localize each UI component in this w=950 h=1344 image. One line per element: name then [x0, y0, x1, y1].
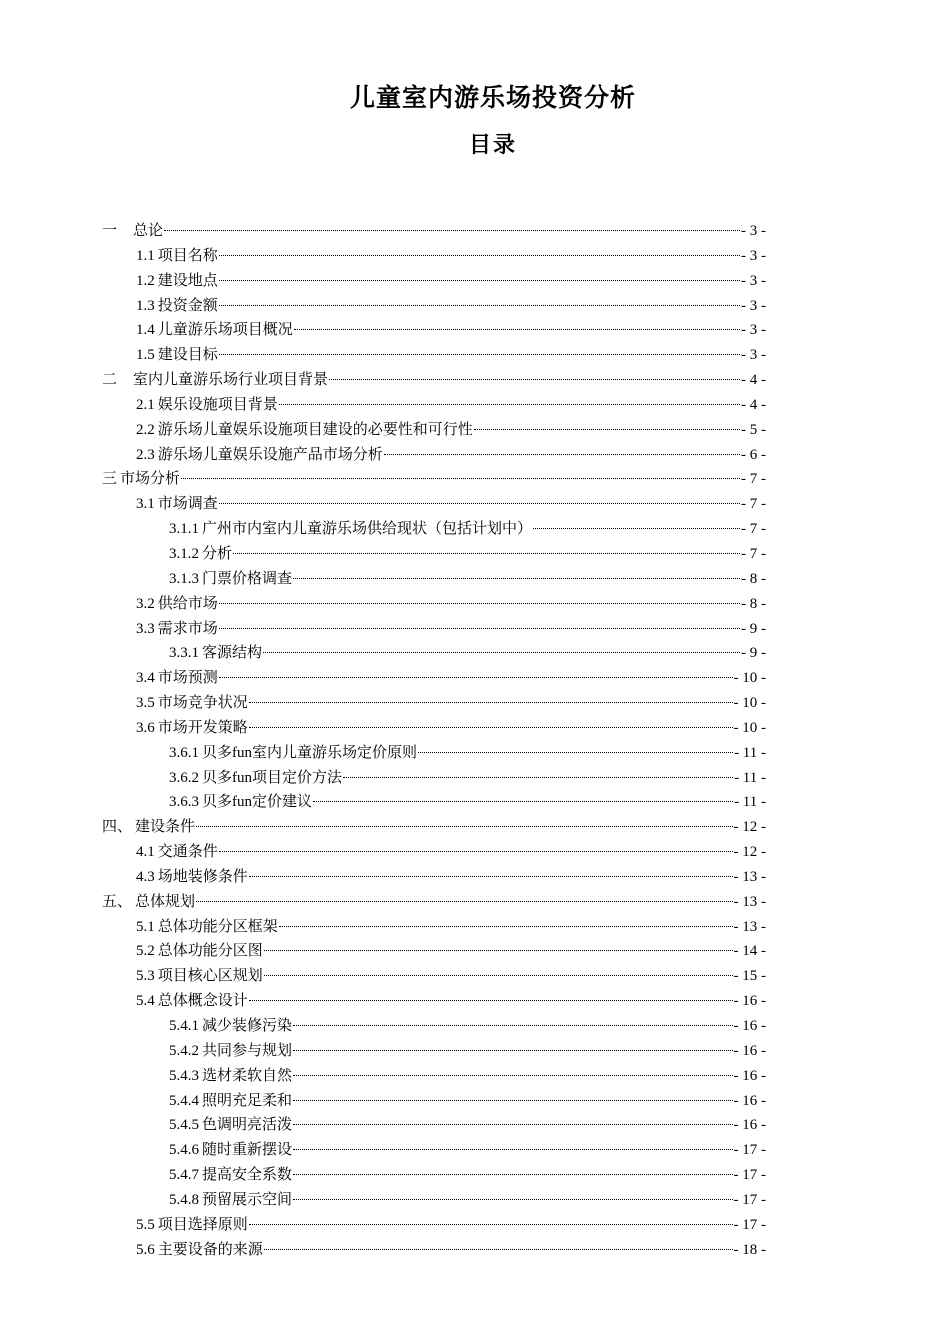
- toc-page-number: - 6 -: [741, 446, 766, 463]
- toc-entry-number: 3.1: [136, 496, 155, 513]
- toc-entry-number: 5.3: [136, 968, 155, 985]
- toc-entry-number: 1.1: [136, 247, 155, 264]
- toc-dot-leader: [418, 752, 733, 753]
- toc-entry[interactable]: [102, 443, 766, 468]
- toc-dot-leader: [233, 553, 740, 554]
- table-of-contents: [102, 219, 766, 1262]
- toc-page-number: - 4 -: [741, 372, 766, 389]
- toc-page-number: - 3 -: [741, 223, 766, 239]
- toc-entry-number: 5.2: [136, 943, 155, 960]
- toc-dot-leader: [219, 280, 740, 281]
- toc-dot-leader: [279, 926, 733, 927]
- toc-entry[interactable]: [102, 542, 766, 567]
- toc-page-number: - 10 -: [733, 719, 766, 736]
- toc-entry-number: 5.4.2: [169, 1042, 199, 1059]
- toc-entry[interactable]: [102, 219, 766, 244]
- toc-entry-label: 儿童游乐场项目概况: [157, 322, 293, 339]
- toc-page-number: - 8 -: [741, 570, 766, 587]
- toc-dot-leader: [219, 851, 733, 852]
- toc-entry-number: 5.4: [136, 993, 155, 1010]
- toc-entry-number: 3.1.2: [169, 545, 199, 562]
- toc-dot-leader: [264, 1249, 733, 1250]
- toc-entry[interactable]: [102, 1089, 766, 1114]
- toc-entry[interactable]: [102, 989, 766, 1014]
- toc-page-number: - 3 -: [741, 297, 766, 314]
- toc-entry-label: 总体功能分区框架: [157, 918, 278, 935]
- document-title: 儿童室内游乐场投资分析: [349, 85, 636, 112]
- toc-page-number: - 7 -: [741, 496, 766, 513]
- toc-entry[interactable]: [102, 318, 766, 343]
- toc-entry-label: 照明充足柔和: [202, 1092, 293, 1109]
- toc-entry[interactable]: [102, 964, 766, 989]
- toc-entry-number: 4.3: [136, 868, 155, 885]
- toc-page-number: - 17 -: [733, 1142, 766, 1159]
- toc-entry[interactable]: [102, 641, 766, 666]
- toc-page-number: - 3 -: [741, 322, 766, 339]
- toc-dot-leader: [181, 478, 740, 479]
- toc-page-number: - 17 -: [733, 1216, 766, 1233]
- toc-dot-leader: [219, 628, 740, 629]
- toc-entry-label: 客源结构: [202, 645, 263, 662]
- toc-entry[interactable]: [102, 716, 766, 741]
- toc-entry-number: 3.6: [136, 719, 155, 736]
- toc-entry-number: 二: [102, 372, 118, 389]
- toc-entry-label: 市场开发策略: [157, 719, 248, 736]
- toc-entry-number: 3.2: [136, 595, 155, 612]
- toc-page-number: - 15 -: [733, 968, 766, 985]
- toc-entry-label: 市场分析: [120, 471, 181, 488]
- toc-entry-number: 5.4.4: [169, 1092, 199, 1109]
- toc-entry-number: 三: [102, 471, 118, 488]
- toc-entry-number: 3.6.3: [169, 794, 199, 811]
- toc-dot-leader: [294, 329, 740, 330]
- toc-entry[interactable]: [102, 691, 766, 716]
- toc-page-number: - 12 -: [733, 844, 766, 861]
- toc-entry[interactable]: [102, 766, 766, 791]
- toc-page-number: - 11 -: [734, 744, 766, 761]
- toc-entry[interactable]: [102, 1064, 766, 1089]
- toc-dot-leader: [219, 603, 740, 604]
- toc-entry-label: 贝多fun室内儿童游乐场定价原则: [202, 744, 417, 761]
- toc-page-number: - 16 -: [733, 1117, 766, 1134]
- toc-dot-leader: [264, 975, 733, 976]
- toc-page-number: - 17 -: [733, 1191, 766, 1208]
- toc-page-number: - 16 -: [733, 1067, 766, 1084]
- toc-entry-number: 1.4: [136, 322, 155, 339]
- toc-dot-leader: [293, 1025, 732, 1026]
- toc-page-number: - 9 -: [741, 620, 766, 637]
- toc-entry-label: 总体概念设计: [157, 993, 248, 1010]
- toc-entry[interactable]: [102, 741, 766, 766]
- toc-entry[interactable]: [102, 939, 766, 964]
- toc-dot-leader: [384, 454, 740, 455]
- toc-entry-number: 3.1.1: [169, 521, 199, 538]
- toc-dot-leader: [264, 950, 733, 951]
- toc-entry-number: 五、: [102, 893, 133, 910]
- toc-entry[interactable]: [102, 1188, 766, 1213]
- toc-entry-label: 场地装修条件: [157, 868, 248, 885]
- toc-entry-number: 5.4.7: [169, 1167, 199, 1184]
- toc-dot-leader: [249, 876, 733, 877]
- toc-entry-label: 广州市内室内儿童游乐场供给现状（包括计划中）: [202, 521, 533, 538]
- toc-entry[interactable]: [102, 840, 766, 865]
- toc-entry-number: 3.4: [136, 670, 155, 687]
- toc-page-number: - 16 -: [733, 1018, 766, 1034]
- toc-entry[interactable]: [102, 592, 766, 617]
- toc-dot-leader: [219, 354, 740, 355]
- toc-dot-leader: [293, 578, 740, 579]
- toc-entry[interactable]: [102, 617, 766, 642]
- toc-dot-leader: [343, 777, 733, 778]
- toc-entry-number: 3.6.1: [169, 744, 199, 761]
- toc-entry[interactable]: [102, 1113, 766, 1138]
- toc-entry-number: 2.2: [136, 421, 155, 438]
- toc-entry-label: 贝多fun定价建议: [202, 794, 312, 811]
- toc-entry-label: 总论: [133, 223, 164, 239]
- toc-entry-label: 需求市场: [157, 620, 218, 637]
- toc-dot-leader: [219, 677, 733, 678]
- toc-dot-leader: [249, 727, 733, 728]
- toc-entry-number: 5.4.6: [169, 1142, 199, 1159]
- toc-dot-leader: [196, 826, 732, 827]
- toc-entry-label: 娱乐设施项目背景: [157, 396, 278, 413]
- toc-entry[interactable]: [102, 244, 766, 269]
- toc-entry[interactable]: [102, 393, 766, 418]
- toc-page-number: - 11 -: [734, 769, 766, 786]
- toc-page-number: - 16 -: [733, 1042, 766, 1059]
- toc-dot-leader: [249, 1000, 733, 1001]
- toc-entry-number: 3.1.3: [169, 570, 199, 587]
- toc-entry-label: 主要设备的来源: [157, 1241, 263, 1258]
- toc-dot-leader: [329, 379, 740, 380]
- toc-entry[interactable]: [102, 492, 766, 517]
- toc-page-number: - 18 -: [733, 1241, 766, 1258]
- toc-page-number: - 7 -: [741, 545, 766, 562]
- toc-entry-number: 3.3.1: [169, 645, 199, 662]
- toc-entry-label: 市场竞争状况: [157, 695, 248, 712]
- toc-dot-leader: [293, 1174, 732, 1175]
- toc-entry-number: 5.4.5: [169, 1117, 199, 1134]
- toc-dot-leader: [279, 404, 740, 405]
- toc-dot-leader: [249, 1224, 733, 1225]
- toc-entry-label: 建设目标: [157, 347, 218, 364]
- toc-entry[interactable]: [102, 1014, 766, 1039]
- toc-page-number: - 7 -: [741, 521, 766, 538]
- toc-entry[interactable]: [102, 865, 766, 890]
- toc-entry-label: 游乐场儿童娱乐设施产品市场分析: [157, 446, 383, 463]
- toc-page-number: - 8 -: [741, 595, 766, 612]
- toc-entry[interactable]: [102, 1138, 766, 1163]
- toc-page-number: - 13 -: [733, 918, 766, 935]
- toc-entry-number: 5.6: [136, 1241, 155, 1258]
- toc-entry-label: 分析: [202, 545, 233, 562]
- toc-dot-leader: [219, 503, 740, 504]
- toc-entry-number: 一: [102, 223, 118, 239]
- toc-entry-number: 2.1: [136, 396, 155, 413]
- toc-entry-label: 建设地点: [157, 272, 218, 289]
- toc-dot-leader: [196, 901, 732, 902]
- toc-page-number: - 17 -: [733, 1167, 766, 1184]
- toc-entry[interactable]: [102, 1213, 766, 1238]
- toc-entry-number: 4.1: [136, 844, 155, 861]
- toc-entry-label: 项目核心区规划: [157, 968, 263, 985]
- toc-dot-leader: [293, 1100, 732, 1101]
- toc-entry-number: 1.2: [136, 272, 155, 289]
- toc-entry[interactable]: [102, 790, 766, 815]
- toc-page-number: - 16 -: [733, 993, 766, 1010]
- toc-entry-label: 提高安全系数: [202, 1167, 293, 1184]
- toc-entry[interactable]: [102, 418, 766, 443]
- toc-entry[interactable]: [102, 368, 766, 393]
- toc-page-number: - 12 -: [733, 819, 766, 836]
- toc-entry-number: 1.3: [136, 297, 155, 314]
- toc-entry-number: 5.1: [136, 918, 155, 935]
- toc-entry[interactable]: [102, 467, 766, 492]
- toc-entry-label: 贝多fun项目定价方法: [202, 769, 342, 786]
- toc-dot-leader: [219, 305, 740, 306]
- toc-entry-label: 共同参与规划: [202, 1042, 293, 1059]
- toc-entry-label: 预留展示空间: [202, 1191, 293, 1208]
- toc-page-number: - 10 -: [733, 670, 766, 687]
- toc-dot-leader: [219, 255, 740, 256]
- toc-entry-label: 总体功能分区图: [157, 943, 263, 960]
- toc-dot-leader: [293, 1124, 732, 1125]
- toc-heading: 目录: [468, 132, 517, 157]
- toc-entry[interactable]: [102, 567, 766, 592]
- toc-entry-label: 市场预测: [157, 670, 218, 687]
- toc-dot-leader: [474, 429, 740, 430]
- toc-entry-label: 色调明亮活泼: [202, 1117, 293, 1134]
- toc-entry-number: 5.5: [136, 1216, 155, 1233]
- toc-entry-number: 1.5: [136, 347, 155, 364]
- toc-entry-label: 随时重新摆设: [202, 1142, 293, 1159]
- toc-page-number: - 5 -: [741, 421, 766, 438]
- toc-entry-number: 5.4.8: [169, 1191, 199, 1208]
- toc-page-number: - 4 -: [741, 396, 766, 413]
- toc-page-number: - 11 -: [734, 794, 766, 811]
- toc-dot-leader: [293, 1075, 732, 1076]
- toc-dot-leader: [293, 1149, 732, 1150]
- toc-entry[interactable]: [102, 815, 766, 840]
- toc-page-number: - 3 -: [741, 272, 766, 289]
- toc-entry-number: 2.3: [136, 446, 155, 463]
- toc-dot-leader: [293, 1199, 732, 1200]
- toc-page-number: - 13 -: [733, 868, 766, 885]
- toc-dot-leader: [293, 1050, 732, 1051]
- toc-entry-label: 项目选择原则: [157, 1216, 248, 1233]
- toc-page-number: - 3 -: [741, 347, 766, 364]
- toc-entry-label: 市场调查: [157, 496, 218, 513]
- toc-entry-number: 3.6.2: [169, 769, 199, 786]
- toc-dot-leader: [263, 652, 740, 653]
- toc-entry[interactable]: [102, 269, 766, 294]
- toc-entry[interactable]: [102, 1163, 766, 1188]
- toc-entry-number: 5.4.3: [169, 1067, 199, 1084]
- toc-entry-label: 建设条件: [135, 819, 196, 836]
- toc-entry-number: 四、: [102, 819, 133, 836]
- toc-page-number: - 13 -: [733, 893, 766, 910]
- toc-entry-label: 门票价格调查: [202, 570, 293, 587]
- toc-dot-leader: [313, 801, 733, 802]
- toc-entry-label: 交通条件: [157, 844, 218, 861]
- toc-entry-number: 5.4.1: [169, 1018, 199, 1034]
- toc-dot-leader: [249, 702, 733, 703]
- toc-entry-label: 供给市场: [157, 595, 218, 612]
- toc-page-number: - 14 -: [733, 943, 766, 960]
- toc-entry[interactable]: [102, 890, 766, 915]
- toc-page-number: - 3 -: [741, 247, 766, 264]
- toc-entry-label: 减少装修污染: [202, 1018, 293, 1034]
- toc-entry-label: 室内儿童游乐场行业项目背景: [133, 372, 329, 389]
- toc-entry[interactable]: [102, 1238, 766, 1263]
- toc-dot-leader: [533, 528, 740, 529]
- toc-entry-label: 总体规划: [135, 893, 196, 910]
- toc-entry-label: 项目名称: [157, 247, 218, 264]
- toc-page-number: - 10 -: [733, 695, 766, 712]
- toc-page-number: - 16 -: [733, 1092, 766, 1109]
- toc-page-number: - 7 -: [741, 471, 766, 488]
- toc-entry-label: 投资金额: [157, 297, 218, 314]
- toc-entry-label: 选材柔软自然: [202, 1067, 293, 1084]
- toc-entry[interactable]: [102, 666, 766, 691]
- toc-entry[interactable]: [102, 294, 766, 319]
- toc-entry[interactable]: [102, 915, 766, 940]
- toc-page-number: - 9 -: [741, 645, 766, 662]
- toc-dot-leader: [164, 230, 740, 231]
- toc-entry-number: 3.3: [136, 620, 155, 637]
- toc-entry-label: 游乐场儿童娱乐设施项目建设的必要性和可行性: [157, 421, 473, 438]
- toc-entry[interactable]: [102, 517, 766, 542]
- toc-entry[interactable]: [102, 1039, 766, 1064]
- toc-entry[interactable]: [102, 343, 766, 368]
- toc-entry-number: 3.5: [136, 695, 155, 712]
